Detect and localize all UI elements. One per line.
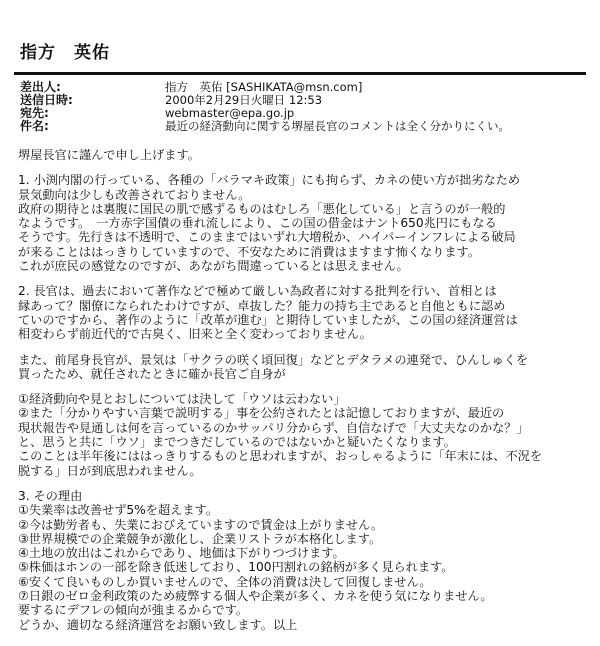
section-heading: 3. その理由 (18, 488, 83, 503)
body-line: 相変わらず前近代的で古臭く、旧来と全く変わっておりません。 (18, 327, 372, 342)
email-header (20, 81, 510, 133)
list-item: ②今は勤労者も、失業におびえていますので賃金は上がりません。 (18, 517, 384, 532)
body-line: これが庶民の感覚なのですが、あながち間違っているとは思えません。 (18, 259, 409, 274)
sender-title: 指方 英佑 (20, 43, 110, 63)
body-line: が来ることははっきりしていますので、不安なために消費はますます怖くなります。 (18, 244, 480, 259)
closing-line: どうか、適切なる経済運営をお願い致します。以上 (18, 617, 298, 632)
section-1 (18, 173, 584, 273)
sent-value: 2000年2月29日火曜日 12:53 (165, 93, 323, 107)
body-line: 2. 長官は、過去において著作などで極めて厳しい為政者に対する批判を行い、首相とは (18, 284, 497, 299)
body-line: 脱する」日が到底思われません。 (18, 463, 202, 478)
section-4 (18, 392, 584, 478)
section-5 (18, 489, 584, 632)
greeting: 堺屋長官に謹んで申し上げます。 (18, 148, 200, 162)
list-item: ③世界規模での企業競争が激化し、企業リストラが本格化します。 (18, 531, 382, 546)
sent-label: 送信日時: (20, 93, 73, 107)
body-line: 買ったため、就任されたときに確か長官ご自身が (18, 366, 286, 381)
header-divider (14, 72, 586, 75)
subject-value: 最近の経済動向に関する堺屋長官のコメントは全く分かりにくい。 (165, 119, 510, 133)
body-line: このことは半年後にははっきりするものと思われますが、おっしゃるように「年末には、不況を (18, 449, 543, 464)
email-body (18, 148, 584, 632)
section-2 (18, 284, 584, 341)
body-line: なようです。 一方赤字国債の垂れ流しにより、この国の借金はナント650兆円にもなる (18, 216, 497, 231)
body-line: また、前尾身長官が、景気は「サクラの咲く頃回復」などとデタラメの連発で、ひんしゅくを (18, 352, 529, 367)
body-line: そうです。先行きは不透明で、このままではいずれ大増税か、ハイパーインフレによる破局 (18, 230, 516, 245)
body-line: 縁あって？閣僚になられたわけですが、卓抜した？能力の持ち主であると自他ともに認め (18, 298, 506, 313)
list-item: ⑤株価はホンの一部を除き低迷しており、100円割れの銘柄が多く見られます。 (18, 560, 454, 575)
body-line: 要するにデフレの傾向が強まるからです。 (18, 603, 248, 618)
body-line: ①経済動向や見とおしについては決して「ウソは云わない」 (18, 392, 346, 407)
body-line: 政府の期待とは裏腹に国民の肌で感ずるものはむしろ「悪化している」と言うのが一般的 (18, 201, 506, 216)
body-line: ていのですから、著作のように「改革が進む」と期待していましたが、この国の経済運営は (18, 312, 518, 327)
to-label: 宛先: (20, 106, 49, 120)
body-line: ②また「分かりやすい言葉で説明する」事を公約されたとは記憶しておりますが、最近の (18, 406, 505, 421)
list-item: ①失業率は改善せず5%を超えます。 (18, 503, 218, 518)
list-item: ④土地の放出はこれからであり、地価は下がりつづけます。 (18, 546, 345, 561)
from-label: 差出人: (20, 80, 61, 94)
body-line: と、思うと共に「ウソ」までつきだしているのではないかと疑いたくなります。 (18, 435, 456, 450)
list-item: ⑦日銀のゼロ金利政策のため疲弊する個人や企業が多く、カネを使う気になりません。 (18, 589, 493, 604)
to-value: webmaster@epa.go.jp (165, 106, 295, 120)
from-value: 指方 英佑 [SASHIKATA@msn.com] (165, 80, 363, 94)
section-3 (18, 353, 584, 382)
subject-label: 件名: (20, 119, 49, 133)
body-line: 現状報告や見通しは何を言っているのかサッパリ分からず、自信なげで「大丈夫なのかな？」 (18, 420, 529, 435)
subject-row (20, 120, 510, 133)
list-item: ⑥安くて良いものしか買いませんので、全体の消費は決して回復しません。 (18, 574, 432, 589)
body-line: 景気動向は少しも改善されておりません。 (18, 187, 251, 202)
body-line: 1. 小渕内閣の行っている、各種の「バラマキ政策」にも拘らず、カネの使い方が拙劣なため (18, 173, 521, 188)
